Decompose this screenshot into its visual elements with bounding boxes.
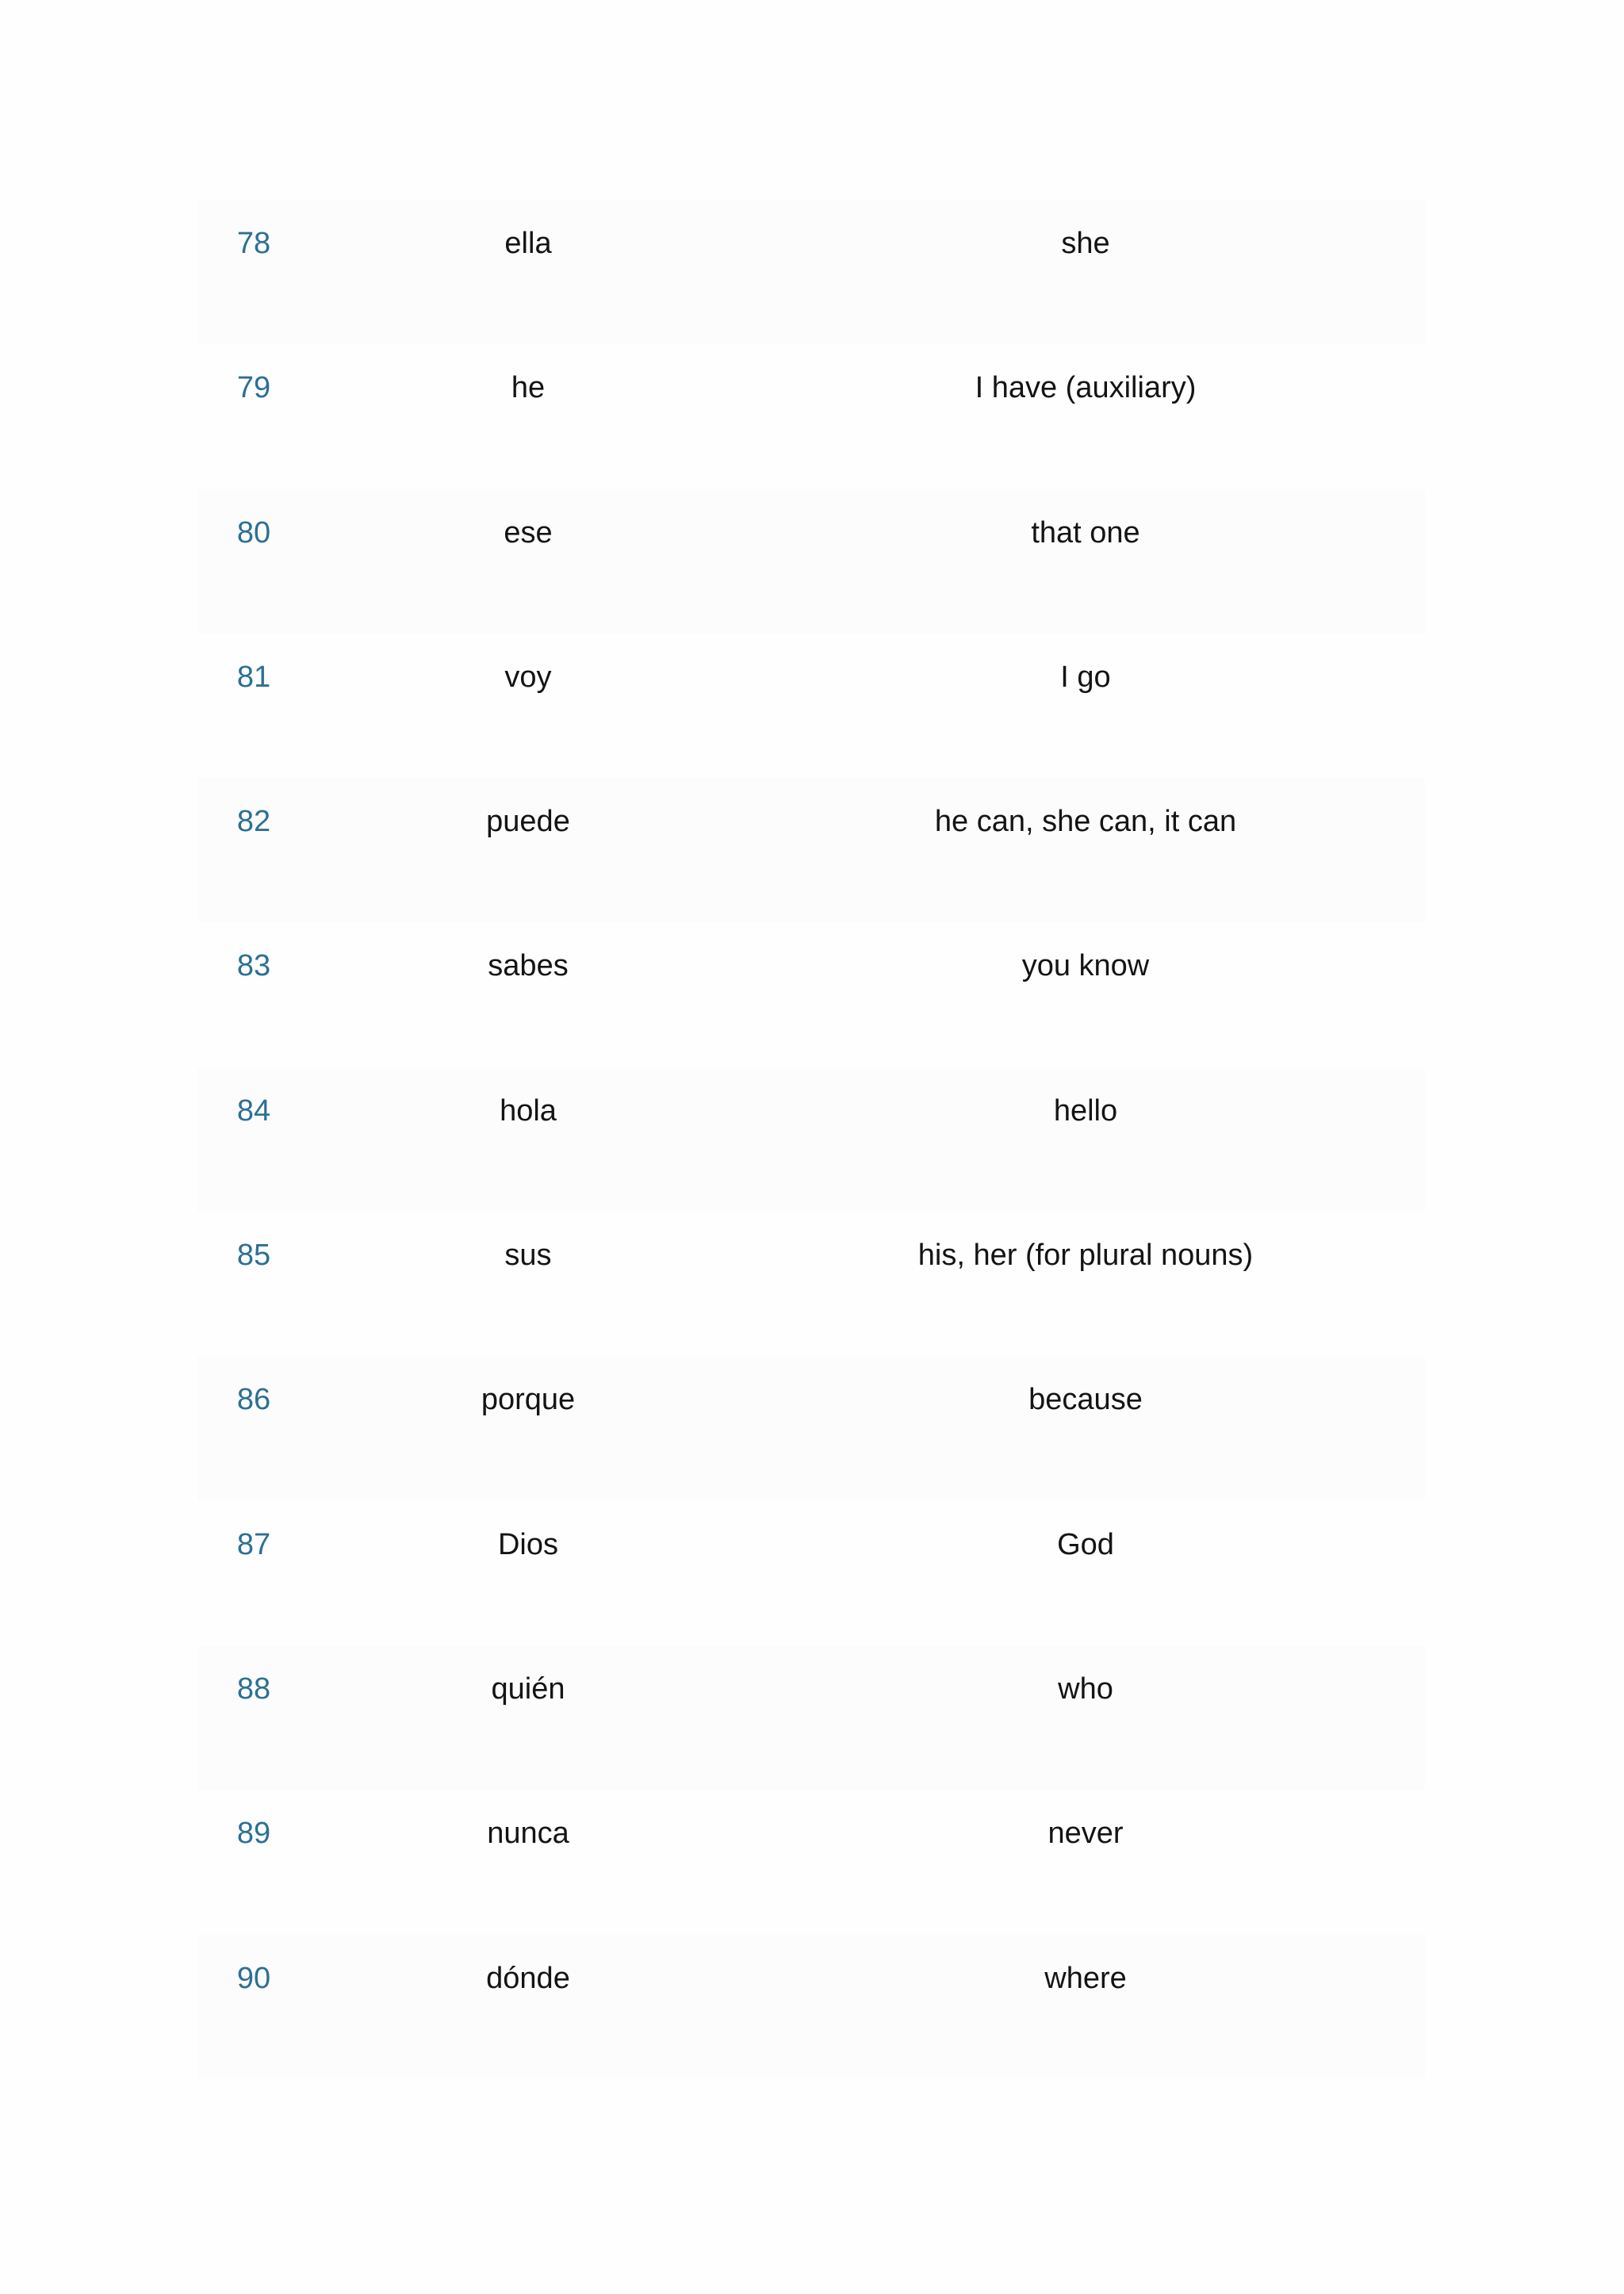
english-translation: his, her (for plural nouns) [746, 1212, 1425, 1356]
spanish-word: porque [310, 1356, 746, 1500]
table-row [197, 778, 1425, 922]
table-row [197, 200, 1425, 344]
word-number: 89 [197, 1790, 310, 1934]
spanish-word: he [310, 344, 746, 488]
spanish-word: voy [310, 634, 746, 778]
word-number: 90 [197, 1935, 310, 2079]
word-number: 78 [197, 200, 310, 344]
english-translation: where [746, 1935, 1425, 2079]
english-translation: she [746, 200, 1425, 344]
english-translation: hello [746, 1067, 1425, 1212]
word-number: 88 [197, 1645, 310, 1790]
spanish-word: sus [310, 1212, 746, 1356]
english-translation: that one [746, 489, 1425, 634]
word-number: 80 [197, 489, 310, 634]
english-translation: never [746, 1790, 1425, 1934]
table-row [197, 1067, 1425, 1212]
word-number: 84 [197, 1067, 310, 1212]
spanish-word: puede [310, 778, 746, 922]
english-translation: you know [746, 922, 1425, 1067]
table-row [197, 1790, 1425, 1934]
word-number: 87 [197, 1501, 310, 1645]
english-translation: God [746, 1501, 1425, 1645]
word-number: 86 [197, 1356, 310, 1500]
word-number: 83 [197, 922, 310, 1067]
word-number: 85 [197, 1212, 310, 1356]
table-row [197, 634, 1425, 778]
table-row [197, 1935, 1425, 2079]
spanish-word: dónde [310, 1935, 746, 2079]
spanish-word: ese [310, 489, 746, 634]
english-translation: I go [746, 634, 1425, 778]
word-number: 79 [197, 344, 310, 488]
english-translation: who [746, 1645, 1425, 1790]
english-translation: because [746, 1356, 1425, 1500]
table-row [197, 1645, 1425, 1790]
word-number: 81 [197, 634, 310, 778]
table-row [197, 1356, 1425, 1500]
spanish-word: nunca [310, 1790, 746, 1934]
table-row [197, 1212, 1425, 1356]
english-translation: I have (auxiliary) [746, 344, 1425, 488]
table-row [197, 489, 1425, 634]
spanish-word: hola [310, 1067, 746, 1212]
vocabulary-table [197, 200, 1425, 2079]
spanish-word: ella [310, 200, 746, 344]
word-number: 82 [197, 778, 310, 922]
english-translation: he can, she can, it can [746, 778, 1425, 922]
table-row [197, 1501, 1425, 1645]
spanish-word: Dios [310, 1501, 746, 1645]
table-row [197, 922, 1425, 1067]
spanish-word: quién [310, 1645, 746, 1790]
table-row [197, 344, 1425, 488]
spanish-word: sabes [310, 922, 746, 1067]
